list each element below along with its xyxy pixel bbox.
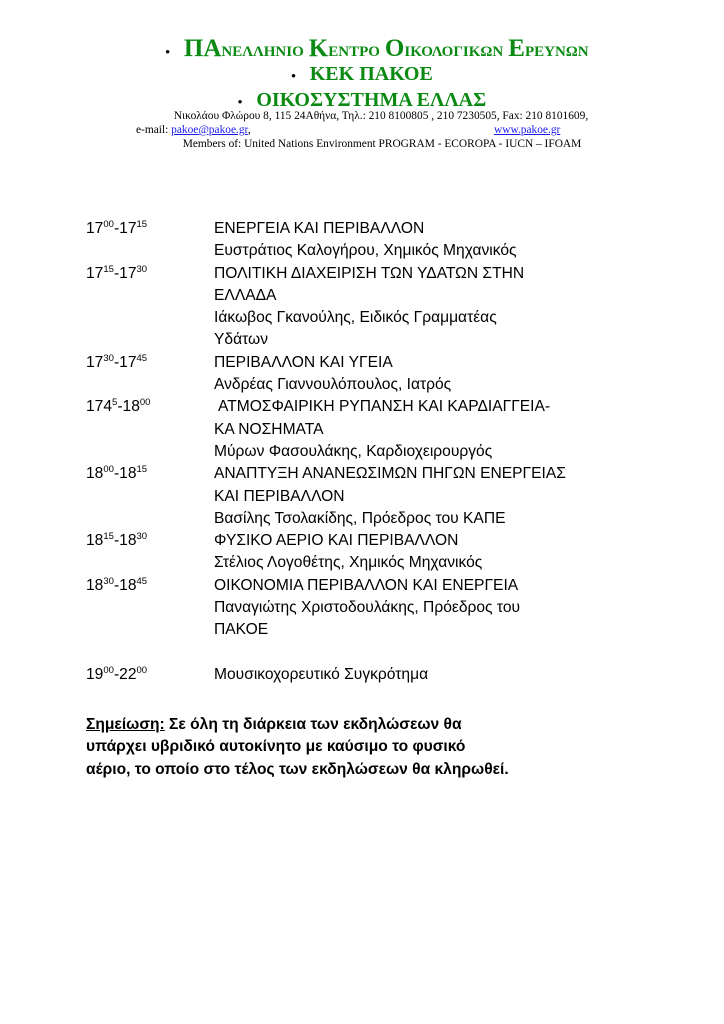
slot-time: $174^5-18^{00}$ bbox=[86, 397, 151, 416]
note-block bbox=[86, 714, 646, 781]
program-schedule bbox=[86, 218, 646, 686]
letterhead bbox=[0, 36, 724, 112]
slot-title: ΠΟΛΙΤΙΚΗ ΔΙΑΧΕΙΡΙΣΗ ΤΩΝ ΥΔΑΤΩΝ ΣΤΗΝ bbox=[214, 264, 525, 282]
slot-speaker: Παναγιώτης Χριστοδουλάκης, Πρόεδρος του bbox=[214, 599, 521, 617]
ecosystem-line: • ΟΙΚΟΣΥΣΤΗΜΑ ΕΛΛΑΣ bbox=[237, 89, 487, 111]
program-slot bbox=[86, 218, 646, 263]
slot-speaker: Ιάκωβος Γκανούλης, Ειδικός Γραμματέας bbox=[214, 309, 497, 327]
slot-speaker: Ευστράτιος Καλογήρου, Χημικός Μηχανικός bbox=[214, 242, 517, 260]
slot-time: $17^{30}-17^{45}$ bbox=[86, 352, 148, 371]
slot-title: ΑΝΑΠΤΥΞΗ ΑΝΑΝΕΩΣΙΜΩΝ ΠΗΓΩΝ ΕΝΕΡΓΕΙΑΣ bbox=[214, 465, 566, 483]
slot-speaker: Βασίλης Τσολακίδης, Πρόεδρος του ΚΑΠΕ bbox=[214, 509, 506, 527]
note-text: υπάρχει υβριδικό αυτοκίνητο με καύσιμο το φυσικό bbox=[86, 738, 466, 756]
note-text: αέριο, το οποίο στο τέλος των εκδηλώσεων θα κληρωθεί. bbox=[86, 760, 509, 778]
program-slot bbox=[86, 396, 646, 463]
slot-time: $17^{15}-17^{30}$ bbox=[86, 263, 148, 282]
slot-speaker: Στέλιος Λογοθέτης, Χημικός Μηχανικός bbox=[214, 554, 483, 572]
slot-title: Μουσικοχορευτικό Συγκρότημα bbox=[214, 665, 429, 683]
website-link[interactable]: www.pakoe.gr bbox=[494, 124, 561, 136]
program-slot bbox=[86, 263, 646, 352]
slot-title: ΟΙΚΟΝΟΜΙΑ ΠΕΡΙΒΑΛΛΟΝ ΚΑΙ ΕΝΕΡΓΕΙΑ bbox=[214, 576, 519, 594]
slot-time: $18^{00}-18^{15}$ bbox=[86, 464, 148, 483]
program-slot bbox=[86, 575, 646, 642]
slot-speaker: ΠΑΚΟΕ bbox=[214, 621, 269, 639]
slot-title: ΕΛΛΑΔΑ bbox=[214, 286, 277, 304]
email-link[interactable]: pakoe@pakoe.gr bbox=[171, 124, 248, 136]
slot-speaker: Ανδρέας Γιαννουλόπουλος, Ιατρός bbox=[214, 376, 452, 394]
note-label: Σημείωση: bbox=[86, 716, 165, 733]
slot-time: $18^{30}-18^{45}$ bbox=[86, 575, 148, 594]
program-slot bbox=[86, 530, 646, 575]
address-line: Νικολάου Φλώρου 8, 115 24Αθήνα, Τηλ.: 210 8100805 , 210 7230505, Fax: 210 8101609, bbox=[173, 110, 589, 122]
note-text: Σε όλη τη διάρκεια των εκδηλώσεων θα bbox=[164, 716, 462, 733]
slot-title: ΚΑΙ ΠΕΡΙΒΑΛΛΟΝ bbox=[214, 487, 345, 505]
website-row bbox=[494, 124, 560, 136]
bullet: • bbox=[165, 43, 170, 59]
program-slot bbox=[86, 352, 646, 397]
slot-title: ΕΝΕΡΓΕΙΑ ΚΑΙ ΠΕΡΙΒΑΛΛΟΝ bbox=[214, 220, 425, 237]
slot-time: $19^{00}-22^{00}$ bbox=[86, 664, 148, 683]
slot-title: ΦΥΣΙΚΟ ΑΕΡΙΟ ΚΑΙ ΠΕΡΙΒΑΛΛΟΝ bbox=[214, 532, 459, 550]
program-slot bbox=[86, 463, 646, 530]
slot-time: $18^{15}-18^{30}$ bbox=[86, 531, 148, 550]
bullet: • bbox=[237, 93, 243, 109]
org-name-line: • ΠΑΝΕΛΛΗΝΙΟ ΚΕΝΤΡΟ ΟΙΚΟΛΟΓΙΚΩΝ ΕΡΕΥΝΩΝ bbox=[165, 35, 589, 62]
slot-time: $17^{00}-17^{15}$ bbox=[86, 219, 148, 237]
kek-line: • ΚΕΚ ΠΑΚΟΕ bbox=[291, 63, 433, 85]
slot-speaker: Μύρων Φασουλάκης, Καρδιοχειρουργός bbox=[214, 442, 493, 460]
bullet: • bbox=[291, 67, 296, 83]
slot-title: ΠΕΡΙΒΑΛΛΟΝ ΚΑΙ ΥΓΕΙΑ bbox=[214, 353, 393, 371]
members-line: Members of: United Nations Environment PROGRAM - ECOROPA - IUCN – IFOAM bbox=[182, 138, 582, 150]
closing-slot bbox=[86, 664, 646, 686]
email-row: e-mail: pakoe@pakoe.gr, bbox=[136, 124, 251, 136]
slot-title: ΚΑ ΝΟΣΗΜΑΤΑ bbox=[214, 420, 324, 438]
slot-speaker: Υδάτων bbox=[214, 331, 269, 349]
slot-title: ΑΤΜΟΣΦΑΙΡΙΚΗ ΡΥΠΑΝΣΗ ΚΑΙ ΚΑΡΔΙΑΓΓΕΙΑ- bbox=[218, 398, 551, 416]
